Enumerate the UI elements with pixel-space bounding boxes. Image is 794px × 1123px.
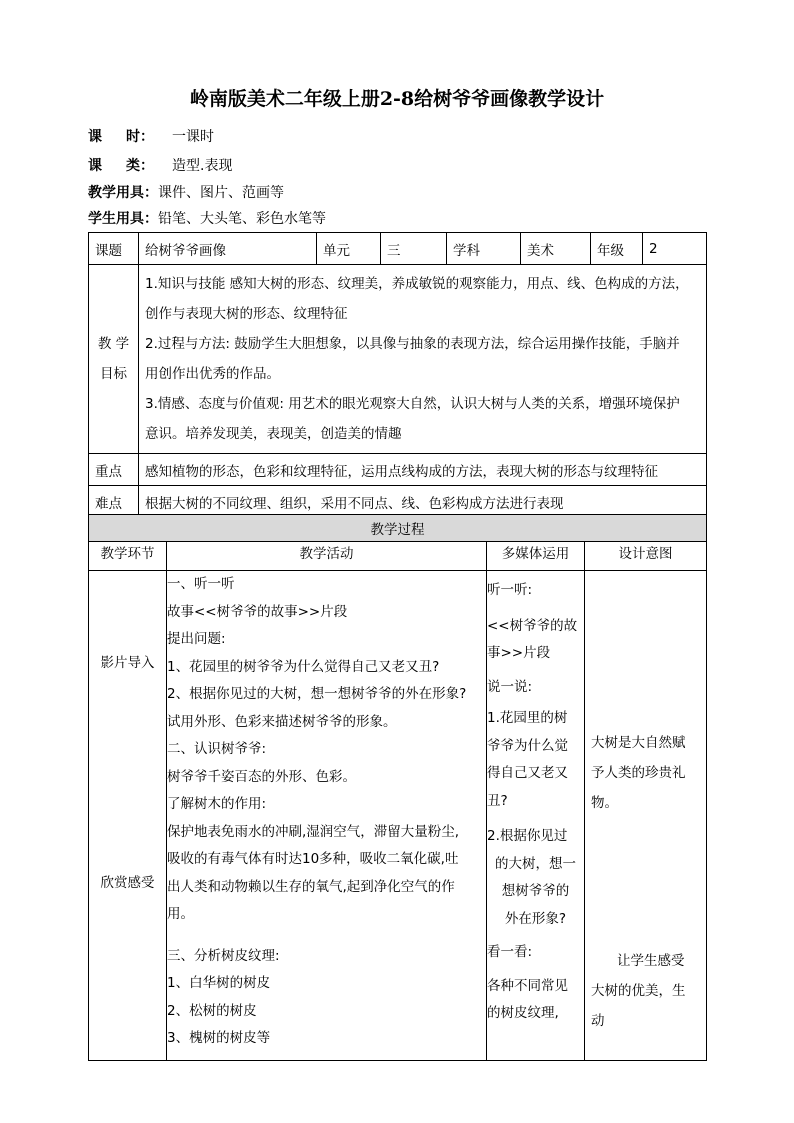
class-type-value: 造型.表现 xyxy=(172,158,233,174)
intent-1: 大树是大自然赋 予人类的珍贵礼 物。 xyxy=(591,735,686,811)
header-media: 多媒体运用 xyxy=(487,542,585,571)
media-column: 听一听: <<树爷爷的故 事>>片段 说一说: 1.花园里的树 爷爷为什么觉 得自己又老又 丑? 2.根据你见过 的大树，想一 想树爷爷的 外在形象? 看一看: 各种不同常见 的树皮纹理, xyxy=(487,571,585,1061)
class-type-row xyxy=(88,155,232,175)
lesson-info-table xyxy=(88,232,707,518)
goals-label: 教 学 目标 xyxy=(89,265,139,454)
student-tools-label: 学生用具： xyxy=(88,211,158,227)
student-tools-value: 铅笔、大头笔、彩色水笔等 xyxy=(158,211,326,227)
topic-value: 给树爷爷画像 xyxy=(139,233,317,265)
header-intent: 设计意图 xyxy=(585,542,707,571)
key-point-row xyxy=(89,454,707,486)
key-point-value: 感知植物的形态，色彩和纹理特征，运用点线构成的方法，表现大树的形态与纹理特征 xyxy=(139,454,707,486)
teacher-tools-label: 教学用具： xyxy=(88,185,158,201)
grade-label: 年级 xyxy=(591,233,643,265)
difficulty-value: 根据大树的不同纹理、组织，采用不同点、线、色彩构成方法进行表现 xyxy=(139,486,707,518)
goals-content: 1.知识与技能 感知大树的形态、纹理美，养成敏锐的观察能力，用点、线、色构成的方法， 创作与表现大树的形态、纹理特征 2.过程与方法: 鼓励学生大胆想象，以具像与抽象的表现方法，综合运用操作技能，手脑并 用创作出优秀的作品。 3.情感、态度与价值观: 用艺术的眼光观察大自然，认识大树与人类的关系，增强环境保护 意识。培养发现美，表现美，创造美的情趣 xyxy=(139,265,707,454)
goals-row xyxy=(89,265,707,454)
stage-film-intro: 影片导入 xyxy=(100,655,155,671)
class-hour-row xyxy=(88,126,214,146)
process-title: 教学过程 xyxy=(89,515,707,542)
intent-2: 让学生感受 大树的优美，生 动 xyxy=(591,953,686,1029)
teaching-process-table xyxy=(88,514,707,1061)
process-title-row xyxy=(89,515,707,542)
difficulty-label: 难点 xyxy=(89,486,139,518)
unit-label: 单元 xyxy=(317,233,381,265)
topic-row xyxy=(89,233,707,265)
class-type-label: 课 类： xyxy=(88,158,154,174)
page-title: 岭南版美术二年级上册2-8给树爷爷画像教学设计 xyxy=(189,88,605,110)
stage-column xyxy=(89,571,167,1061)
subject-label: 学科 xyxy=(447,233,521,265)
unit-value: 三 xyxy=(381,233,447,265)
intent-column xyxy=(585,571,707,1061)
grade-value: 2 xyxy=(643,233,707,265)
difficulty-row xyxy=(89,486,707,518)
key-point-label: 重点 xyxy=(89,454,139,486)
teacher-tools-value: 课件、图片、范画等 xyxy=(158,185,284,201)
header-stage: 教学环节 xyxy=(89,542,167,571)
stage-appreciate: 欣赏感受 xyxy=(100,875,155,891)
topic-label: 课题 xyxy=(89,233,139,265)
activity-column: 一、听一听 故事<<树爷爷的故事>>片段 提出问题: 1、花园里的树爷爷为什么觉得自己又老又丑? 2、根据你见过的大树，想一想树爷爷的外在形象? 试用外形、色彩来描述树爷爷的形象。 二、认识树爷爷: 树爷爷千姿百态的外形、色彩。 了解树木的作用: 保护地表免雨水的冲刷,湿润空气，滞留大量粉尘, 吸收的有毒气体有时达10多种，吸收二氧化碳,吐 出人类和动物赖以生存的氧气,起到净化空气的作 用。 三、分析树皮纹理: 1、白华树的树皮 2、松树的树皮 3、槐树的树皮等 xyxy=(167,571,487,1061)
class-hour-value: 一课时 xyxy=(172,129,214,145)
process-header-row xyxy=(89,542,707,571)
student-tools-row xyxy=(88,208,326,228)
process-body-row xyxy=(89,571,707,1061)
header-activity: 教学活动 xyxy=(167,542,487,571)
teacher-tools-row xyxy=(88,182,284,202)
subject-value: 美术 xyxy=(521,233,591,265)
class-hour-label: 课 时： xyxy=(88,129,154,145)
